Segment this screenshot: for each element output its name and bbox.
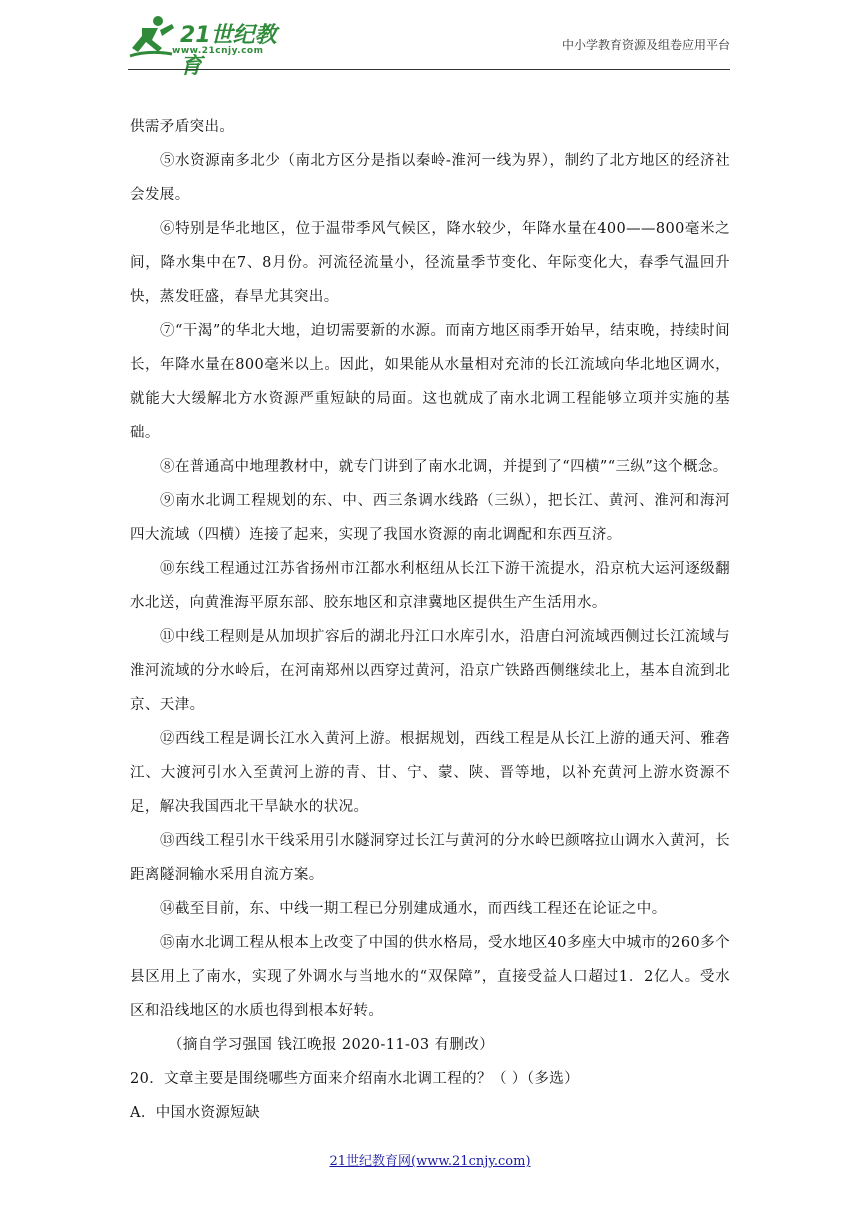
logo-url: www.21cnjy.com <box>172 46 264 56</box>
site-logo <box>128 14 298 79</box>
paragraph: ⑦“干渴”的华北大地，迫切需要新的水源。而南方地区雨季开始早，结束晚，持续时间长，年降水量在800毫米以上。因此，如果能从水量相对充沛的长江流域向华北地区调水，就能大大缓解北方水资源严重短缺的局面。这也就成了南水北调工程能够立项并实施的基础。 <box>130 323 730 441</box>
footer-link[interactable]: 21世纪教育网(www.21cnjy.com) <box>329 1154 531 1169</box>
option-a: A．中国水资源短缺 <box>130 1105 261 1121</box>
paragraph: ⑤水资源南多北少（南北方区分是指以秦岭-淮河一线为界），制约了北方地区的经济社会发展。 <box>130 153 730 203</box>
paragraph: ⑬西线工程引水干线采用引水隧洞穿过长江与黄河的分水岭巴颜喀拉山调水入黄河，长距离隧洞输水采用自流方案。 <box>130 833 730 883</box>
paragraph: ⑥特别是华北地区，位于温带季风气候区，降水较少，年降水量在400——800毫米之间，降水集中在7、8月份。河流径流量小，径流量季节变化、年际变化大，春季气温回升快，蒸发旺盛，春旱尤其突出。 <box>130 221 730 305</box>
paragraph: ⑧在普通高中地理教材中，就专门讲到了南水北调，并提到了“四横”“三纵”这个概念。 <box>160 459 728 475</box>
article-body <box>130 110 730 1130</box>
paragraph: ⑫西线工程是调长江水入黄河上游。根据规划，西线工程是从长江上游的通天河、雅砻江、大渡河引水入至黄河上游的青、甘、宁、蒙、陕、晋等地，以补充黄河上游水资源不足，解决我国西北干旱缺水的状况。 <box>130 731 730 815</box>
logo-title: 21世纪教育 <box>180 23 277 79</box>
question-20: 20．文章主要是围绕哪些方面来介绍南水北调工程的？（ ）（多选） <box>130 1071 580 1087</box>
paragraph: ⑭截至目前，东、中线一期工程已分别建成通水，而西线工程还在论证之中。 <box>160 901 667 917</box>
header-divider <box>128 69 730 70</box>
runner-logo-icon <box>128 14 178 60</box>
paragraph: ⑩东线工程通过江苏省扬州市江都水利枢纽从长江下游干流提水，沿京杭大运河逐级翻水北送，向黄淮海平原东部、胶东地区和京津冀地区提供生产生活用水。 <box>130 561 730 611</box>
paragraph: ⑨南水北调工程规划的东、中、西三条调水线路（三纵），把长江、黄河、淮河和海河四大流域（四横）连接了起来，实现了我国水资源的南北调配和东西互济。 <box>130 493 730 543</box>
paragraph: 供需矛盾突出。 <box>130 119 235 135</box>
paragraph: ⑪中线工程则是从加坝扩容后的湖北丹江口水库引水，沿唐白河流域西侧过长江流域与淮河流域的分水岭后，在河南郑州以西穿过黄河，沿京广铁路西侧继续北上，基本自流到北京、天津。 <box>130 629 730 713</box>
page-header <box>128 10 730 79</box>
article-source: （摘自学习强国 钱江晚报 2020-11-03 有删改） <box>168 1037 495 1053</box>
paragraph: ⑮南水北调工程从根本上改变了中国的供水格局，受水地区40多座大中城市的260多个县区用上了南水，实现了外调水与当地水的“双保障”，直接受益人口超过1．2亿人。受水区和沿线地区的水质也得到根本好转。 <box>130 935 730 1019</box>
page-footer <box>0 1150 860 1169</box>
platform-name: 中小学教育资源及组卷应用平台 <box>561 38 730 52</box>
